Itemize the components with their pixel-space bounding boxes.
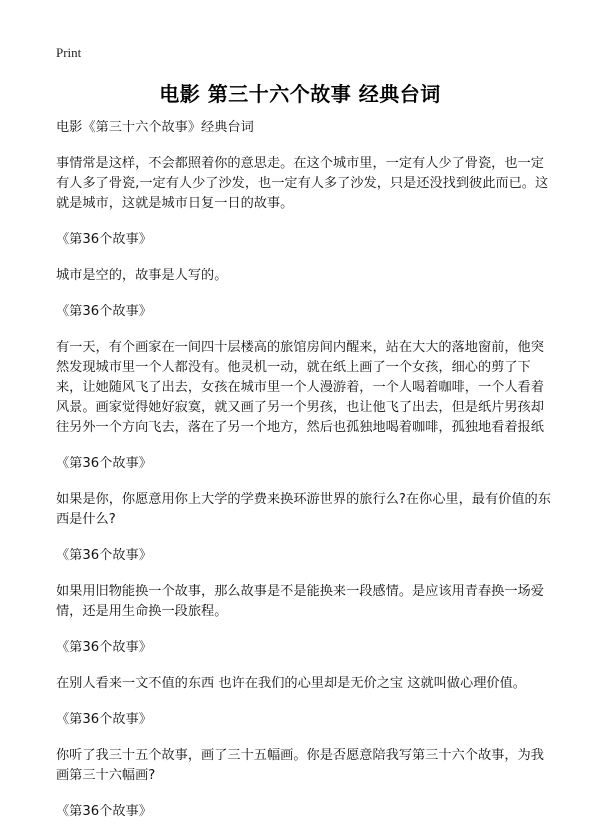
section-heading: 《第36个故事》 (56, 456, 152, 471)
section-heading: 《第36个故事》 (56, 640, 152, 655)
paragraph-6: 在别人看来一文不值的东西 也许在我们的心里却是无价之宝 这就叫做心理价值。 (56, 676, 526, 691)
paragraph-7: 你听了我三十五个故事，画了三十五幅画。你是否愿意陪我写第三十六个故事，为我画第三十六幅画? (56, 748, 544, 783)
paragraph-2: 城市是空的，故事是人写的。 (56, 268, 228, 283)
section-heading: 《第36个故事》 (56, 548, 152, 563)
paragraph-1: 事情常是这样，不会都照着你的意思走。在这个城市里，一定有人少了骨瓷，也一定有人多了骨瓷,一定有人少了沙发，也一定有人多了沙发，只是还没找到彼此而已。这就是城市，这就是城市日复一日的故事。 (56, 156, 549, 211)
paragraph-5: 如果用旧物能换一个故事，那么故事是不是能换来一段感情。是应该用青春换一场爱情，还是用生命换一段旅程。 (56, 584, 544, 619)
section-heading: 《第36个故事》 (56, 712, 152, 727)
page-title: 电影 第三十六个故事 经典台词 (159, 82, 441, 106)
subtitle: 电影《第三十六个故事》经典台词 (56, 120, 254, 135)
paragraph-3: 有一天，有个画家在一间四十层楼高的旅馆房间内醒来，站在大大的落地窗前，他突然发现城市里一个人都没有。他灵机一动，就在纸上画了一个女孩，细心的剪了下来，让她随风飞了出去，女孩在城市里一个人漫游着，一个人喝着咖啡，一个人看着风景。画家觉得她好寂寞，就又画了另一个男孩，也让他飞了出去，但是纸片男孩却往另外一个方向飞去，落在了另一个地方，然后也孤独地喝着咖啡，孤独地看着报纸 (56, 340, 544, 435)
section-heading: 《第36个故事》 (56, 232, 152, 247)
print-link[interactable]: Print (56, 45, 82, 60)
document-body (56, 118, 552, 838)
section-heading: 《第36个故事》 (56, 804, 152, 819)
paragraph-4: 如果是你，你愿意用你上大学的学费来换环游世界的旅行么?在你心里，最有价值的东西是什么? (56, 492, 551, 527)
section-heading: 《第36个故事》 (56, 304, 152, 319)
